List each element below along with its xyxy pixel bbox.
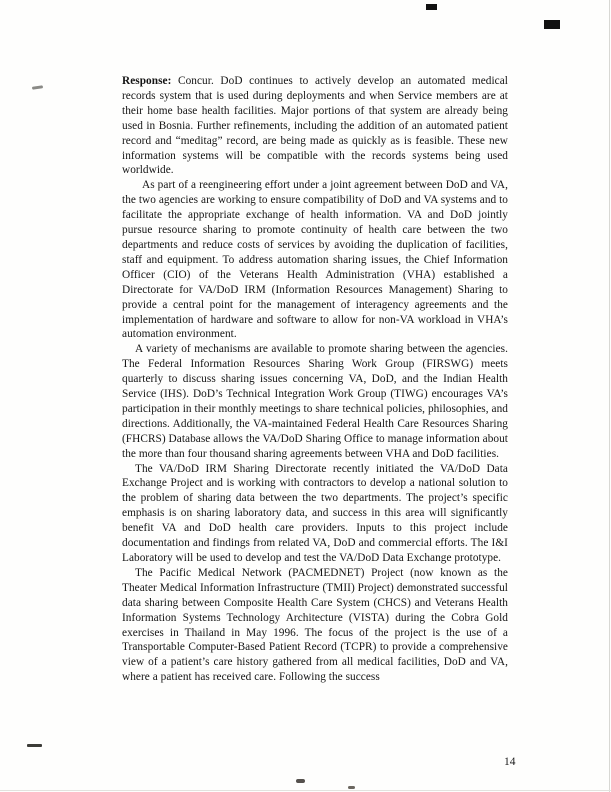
scan-artifact xyxy=(348,786,355,789)
scan-artifact xyxy=(426,4,437,10)
page-number: 14 xyxy=(504,756,516,768)
scan-artifact xyxy=(32,85,43,90)
body-text xyxy=(122,74,508,685)
scan-artifact xyxy=(27,744,42,747)
paragraph: As part of a reengineering effort under a joint agreement between DoD and VA, the two agencies are working to ensure compatibility of DoD and VA systems and to facilitate the appropriate exchange of health information. VA and DoD jointly pursue resource sharing to promote continuity of health care between the two departments and reduce costs of services by avoiding the duplication of facilities, staff and equipment. To address automation sharing issues, the Chief Information Officer (CIO) of the Veterans Health Administration (VHA) established a Directorate for VA/DoD IRM (Information Resources Management) Sharing to provide a central point for the management of interagency agreements and the implementation of hardware and software to allow for non-VA workload in VHA’s automation environment. xyxy=(122,179,508,341)
page-edge xyxy=(609,0,610,792)
response-label: Response: xyxy=(122,75,172,87)
scan-artifact xyxy=(544,20,560,29)
paragraph: The Pacific Medical Network (PACMEDNET) Project (now known as the Theater Medical Information Infrastructure (TMII) Project) demonstrated successful data sharing between Composite Health Care System (CHCS) and Veterans Health Information Systems Technology Architecture (VISTA) during the Cobra Gold exercises in Thailand in May 1996. The focus of the project is the use of a Transportable Computer-Based Patient Record (TCPR) to provide a comprehensive view of a patient’s care history gathered from all medical facilities, DoD and VA, where a patient has received care. Following the success xyxy=(122,566,508,684)
paragraph: A variety of mechanisms are available to promote sharing between the agencies. The Federal Information Resources Sharing Work Group (FIRSWG) meets quarterly to discuss sharing issues concerning VA, DoD, and the Indian Health Service (IHS). DoD’s Technical Integration Work Group (TIWG) encourages VA’s participation in their monthly meetings to share technical policies, philosophies, and directions. Additionally, the VA-maintained Federal Health Care Resources Sharing (FHCRS) Database allows the VA/DoD Sharing Office to manage information about the more than four thousand sharing agreements between VHA and DoD facilities. xyxy=(122,343,508,460)
page-edge xyxy=(0,790,611,791)
paragraph-response xyxy=(122,74,508,178)
scan-artifact xyxy=(296,779,305,783)
paragraph-text: Concur. DoD continues to actively develop an automated medical records system that is used during deployments and when Service members are at their home base health facilities. Major portions of that system are already being used in Bosnia. Further refinements, including the addition of an automated patient record and “meditag” record, are being made as quickly as is feasible. These new information systems will be compatible with the records systems being used worldwide. xyxy=(122,75,508,177)
paragraph: The VA/DoD IRM Sharing Directorate recently initiated the VA/DoD Data Exchange Project and is working with contractors to develop a national solution to the problem of sharing data between the two departments. The project’s specific emphasis is on sharing laboratory data, and success in this area will significantly benefit VA and DoD health care providers. Inputs to this project include documentation and findings from related VA, DoD and commercial efforts. The I&I Laboratory will be used to develop and test the VA/DoD Data Exchange prototype. xyxy=(122,462,508,564)
